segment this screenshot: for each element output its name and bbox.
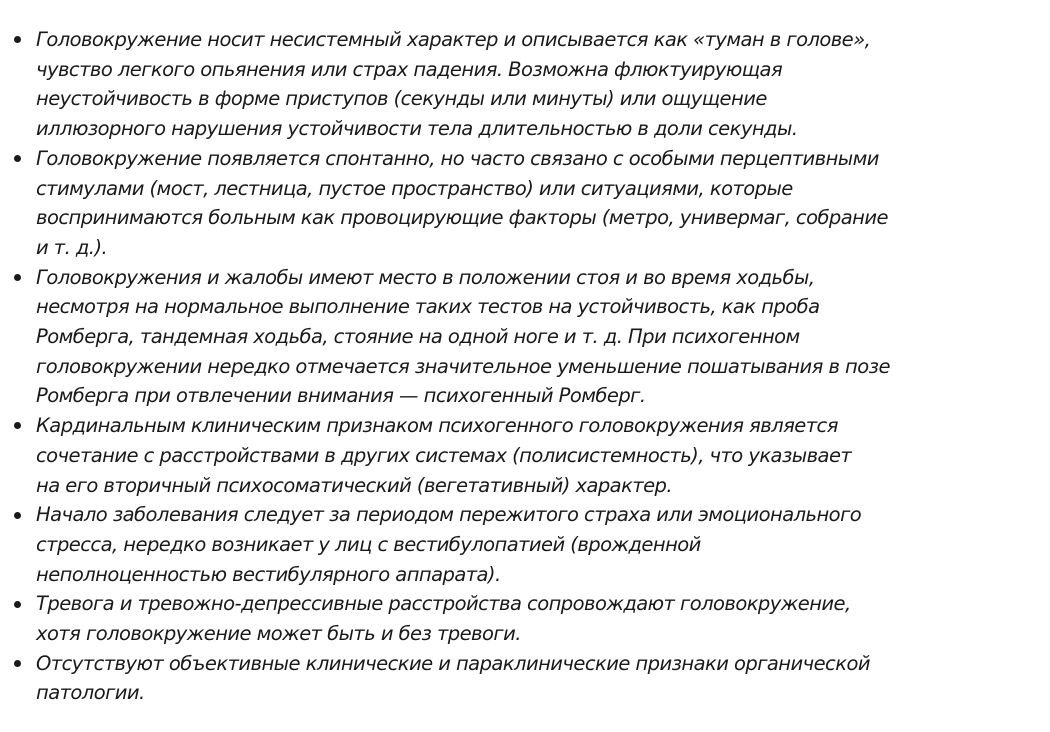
- list-item: [14, 649, 1010, 708]
- list-item: [14, 500, 1010, 589]
- bullet-dot-icon: [14, 411, 36, 441]
- text-line: хотя головокружение может быть и без тревоги.: [36, 622, 521, 646]
- list-item-text: [36, 500, 1010, 589]
- list-item: [14, 411, 1010, 500]
- text-line: Ромберга, тандемная ходьба, стояние на одной ноге и т. д. При психогенном: [36, 325, 800, 349]
- list-item-text: [36, 411, 1010, 500]
- list-item: [14, 263, 1010, 412]
- text-line: Начало заболевания следует за периодом пережитого страха или эмоционального: [36, 503, 862, 527]
- text-line: патологии.: [36, 681, 145, 705]
- text-line: Головокружение носит несистемный характер и описывается как «туман в голове»,: [36, 28, 871, 51]
- text-line: несмотря на нормальное выполнение таких тестов на устойчивость, как проба: [36, 295, 820, 319]
- list-item-text: [36, 25, 1010, 144]
- bullet-dot-icon: [14, 263, 36, 293]
- list-item-text: [36, 263, 1010, 412]
- text-line: и т. д.).: [36, 235, 108, 259]
- text-line: Тревога и тревожно-депрессивные расстройства сопровождают головокружение,: [36, 592, 851, 616]
- text-line: стимулами (мост, лестница, пустое пространство) или ситуациями, которые: [36, 176, 793, 200]
- list-item-text: [36, 649, 1010, 708]
- text-line: Отсутствуют объективные клинические и параклинические признаки органической: [36, 651, 870, 675]
- text-line: чувство легкого опьянения или страх падения. Возможна флюктуирующая: [36, 57, 783, 81]
- bullet-list: [14, 25, 1010, 708]
- bullet-dot-icon: [14, 589, 36, 619]
- list-item: [14, 25, 1010, 144]
- bullet-dot-icon: [14, 649, 36, 679]
- text-line: Ромберга при отвлечении внимания — психогенный Ромберг.: [36, 384, 646, 408]
- list-item-text: [36, 144, 1010, 263]
- text-line: иллюзорного нарушения устойчивости тела длительностью в доли секунды.: [36, 117, 798, 141]
- text-line: сочетание с расстройствами в других системах (полисистемность), что указывает: [36, 443, 852, 467]
- list-item-text: [36, 589, 1010, 648]
- text-line: Кардинальным клиническим признаком психогенного головокружения является: [36, 414, 838, 438]
- text-line: неустойчивость в форме приступов (секунды или минуты) или ощущение: [36, 87, 767, 111]
- list-item: [14, 589, 1010, 648]
- list-item: [14, 144, 1010, 263]
- bullet-dot-icon: [14, 500, 36, 530]
- text-line: неполноценностью вестибулярного аппарата).: [36, 562, 501, 586]
- bullet-dot-icon: [14, 25, 36, 55]
- text-line: воспринимаются больным как провоцирующие факторы (метро, универмаг, собрание: [36, 206, 888, 230]
- text-line: на его вторичный психосоматический (вегетативный) характер.: [36, 473, 673, 497]
- text-line: головокружении нередко отмечается значительное уменьшение пошатывания в позе: [36, 354, 890, 378]
- text-line: стресса, нередко возникает у лиц с вестибулопатией (врожденной: [36, 532, 701, 556]
- text-line: Головокружения и жалобы имеют место в положении стоя и во время ходьбы,: [36, 265, 815, 289]
- text-line: Головокружение появляется спонтанно, но часто связано с особыми перцептивными: [36, 146, 879, 170]
- bullet-dot-icon: [14, 144, 36, 174]
